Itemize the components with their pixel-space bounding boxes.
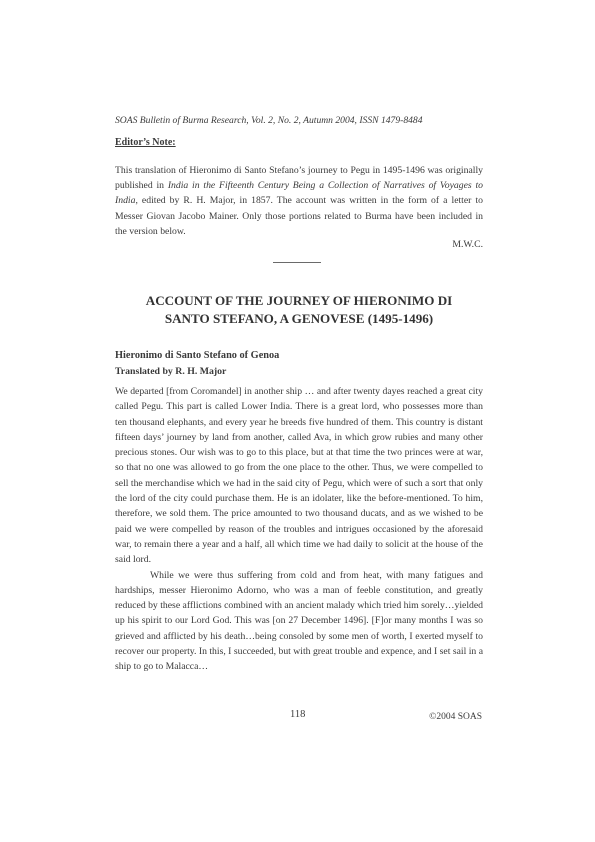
editors-note-text-after: , edited by R. H. Major, in 1857. The account was written in the form of a letter to Messer Giovan Jacobo Mainer. Only those portions related to Burma have been included in the version below.	[115, 195, 483, 237]
article-title	[100, 292, 498, 328]
body-paragraph-1: We departed [from Coromandel] in another ship … and after twenty dayes reached a great city called Pegu. This part is called Lower India. There is a great lord, who possesses more than ten thousand elephants, and every year he breeds five hundred of them. This country is distant fifteen days’ journey by land from another, called Ava, in which grow rubies and many other precious stones. Our wish was to go to this place, but at that time the two princes were at war, so that no one was allowed to go from the one place to the other. Thus, we were compelled to sell the merchandise which we had in the said city of Pegu, which were of such a sort that only the lord of the city could purchase them. He is an idolater, like the before-mentioned. To him, therefore, we sold them. The price amounted to two thousand ducats, and as we wished to be paid we were compelled by reason of the troubles and intrigues occasioned by the aforesaid war, to remain there a year and a half, all which time we had daily to solicit at the house of the said lord.	[115, 386, 483, 566]
editor-signature: M.W.C.	[452, 239, 483, 250]
copyright-notice: ©2004 SOAS	[429, 712, 482, 722]
translator-line: Translated by R. H. Major	[115, 366, 227, 377]
article-title-line-1: ACCOUNT OF THE JOURNEY OF HIERONIMO DI	[145, 293, 453, 308]
section-divider	[273, 262, 321, 263]
body-text	[115, 384, 483, 675]
body-paragraph-2: While we were thus suffering from cold and from heat, with many fatigues and hardships, messer Hieronimo Adorno, who was a man of feeble constitution, and greatly reduced by these afflictions combined with an ancient malady which tried him sorely…yielded up his spirit to our Lord God. This was [on 27 December 1496]. [F]or many months I was so grieved and afflicted by his death…being consoled by some men of worth, I exerted myself to recover our property. In this, I succeeded, but with great trouble and expence, and I set sail in a ship to go to Malacca…	[115, 569, 483, 673]
editors-note	[115, 163, 483, 239]
journal-header: SOAS Bulletin of Burma Research, Vol. 2, No. 2, Autumn 2004, ISSN 1479-8484	[115, 115, 423, 126]
editors-note-label: Editor’s Note:	[115, 137, 176, 148]
article-title-line-2: SANTO STEFANO, A GENOVESE (1495-1496)	[164, 311, 434, 326]
page-number: 118	[290, 709, 306, 720]
author-line: Hieronimo di Santo Stefano of Genoa	[115, 350, 280, 361]
editors-note-text	[115, 163, 483, 239]
editors-note-book-title: India in the Fifteenth Century Being a Collection of Narratives of Voyages to India	[115, 180, 483, 207]
editors-note-text-before: This translation of Hieronimo di Santo Stefano’s journey to Pegu in 1495-1496 was originally published in	[115, 165, 483, 192]
